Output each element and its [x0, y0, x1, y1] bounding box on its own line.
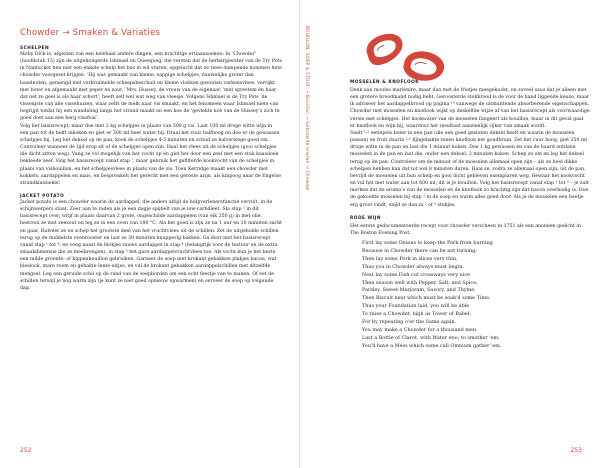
mussels-icon: [360, 24, 450, 86]
poem-line: Parsley, Sweet-Marjoram, Savory, and Thyme,: [362, 287, 476, 294]
running-head-text: BOUILLON, SOEP & STOOF → Bouillon → Gebroeide erwten → Chowder: [305, 26, 310, 192]
poem-line: Then season well with Pepper, Salt, and Spice;: [362, 279, 478, 286]
poem: [350, 240, 590, 351]
paragraph: Het eerste gedocumenteerde recept voor chowder verscheen in 1751 als een anoniem gedicht in The Boston Evening Post.: [350, 223, 581, 236]
poem-line: You may make a Chowder for a thousand men.: [362, 326, 478, 333]
poem-line: For by repeating o'er the Same again,: [362, 319, 457, 326]
right-content: [350, 80, 590, 351]
mussels-illustration: [360, 24, 450, 86]
paragraph: Volg het basisrecept, maar doe met 2 kg schelpjes in plaats van 500 g vis. Laat 100 ml droge witte wijn in een pan tot de helft inkoken en giet er 500 ml heet water bij. Draai het vuur halfhoog en doe er de gewassen schelpjes bij. Leg het deksel op de pan, kook de schelpjes 4-5 minuten en schud ze halverwege goed om. Controleer wanneer de tijd erop zit of de schelpjes open zijn. Haal het vlees uit de schelpjes (gooi schelpjes die dicht zitten weg). Vang ze vol mogelijk van het vocht op en giet het door een zeef met een stuk kaasdoek bekleede zeef. Volg het basisrecept vanaf stap ’, maar gebruik het gefilterde kookvocht van de schelpjes in plaats van visbouillon, en het schelpjesvlees in plaats van de vis. Toen Kerridge maakt een chowder met kokkels, aardappelen en mais, en besprenkelt het gerecht met een geroste azijn, als knipoog naar de Engelse strandklassieker.: [20, 123, 281, 186]
paragraph: Jacket potato is een chowder waarin de aardappel, die anders altijd de hulpverlenersfunctie vervult, in de schijnwerpers staat. Zeer aan te raden als je een dagje spijbelt van je low-carbdieet. Sla stap ¹ in dit basisrecept over, wrijf in plaats daarvan 2 grote, ongeschilde aardappelen (van elk 250 g) in met olie, bestrooi ze met zeezout en leg ze in een oven van 180 °C. Als het goed is zijn ze na 1 uur en 10 minuten zacht en gaar. Halveer ze en schep het grootste deel van het vruchtvlees uit de schillen. Zet de uitgeholde schillen terug op de middelste ovenrooster en laat ze 30 minuten knapperig bakken. Ga door met het basisrecept vanaf stap ¹ tot ⁴, en voeg naast de blokjes rauwe aardappel in stap ⁴ (belangrijk voor de textuur en de extra smaakdimensie die ze meebrengen), in stap ⁵ het gare aardappelvruchtvlees toe. Als vocht kun je het beste een milde groente- of kippenbouillon gebruiken. Garneer de soep met krokant gebakken plakjes bacon, wat bieslook, mare room en gehakte lente-uitjes, en vul de krokant gebakken aardappelschillen met ditzelfde mengsel. Leg een geruide schil op de rand van de soepborden om een echt feestje van te maken. Of eet de schillen terwijl je nog warm zijn (je kunt ze niet goed opnieuw opwarmen) en serveer de soep op volgende dag.: [20, 199, 283, 291]
left-content: [20, 46, 282, 292]
paragraph: Snelt ¹-² eetlepels boter in een pan (die een goed gesloten deksel heeft en waarin de mosselen passen) en fruit daarin ¹-⁵ fijngehakte tenen knoflook net goudbruin. Zet het vuur hoog, giet 250 ml droge witte in de pan en laat die 1 minuut koken. Doe 1 kg gewassen en van de baard ontdane mosselen in de pan en laat die, onder een deksel, 2 minuten koken. Schep ze om en leg het deksel terug op de pan. Controleer om de minuut of de mosselen allemaal open zijn – als ze heel dikke schelpen hebben kan dat tot wel 8 minuten duren. Haal ze, zodra ze allemaal open zijn, uit de pan, bevrijd de mosselen uit hun schelp en gooi dicht gebleven exemplaren weg. Bewaar het kookvocht en vul het met water aan tot 600 ml; dit is je bouillon. Volg het basisrecept vanaf stap ¹ tot ⁵ – je zult merken dat de aroma’s van de mosselen en de knoflook zo krachtig zijn dat bacon overbodig is. Doe de gekookte mosselen bij stap ¹ in de soep en warm alles goed door. Als je de mosselen een beetje erg groot vindt, snijd ze dan in ² of ³ stukjes.: [350, 130, 589, 208]
poem-line: Next lay some Fish cut crossways very nice: [362, 271, 470, 278]
page-title: Chowder → Smaken & Variaties: [20, 28, 161, 38]
poem-line: Thus you in Chowder always must begin.: [362, 263, 464, 270]
poem-line: You'll have a Mess which some call Omnium gather 'em.: [362, 342, 502, 349]
paragraph: Moby Dick is, afgezien van een helebaal andere dingen, een krachtige ertiaansoeken: In ‘Chowder’ (hoofdstuk 15) zijn de uitgehongerde Ishmael en Queequeg, die versten dat de herbergierster van de Try Pots in Nantucket hen niet een enkele schelp het bus in wil sturen, opgelucht dat ze twee dampende kommen hete chowder voorgezet krijgen. ‘Hij was gemaakt van kleine, sappige schelpjes, nauwelijks groter dan hazelnoten, gemengd met verkruimelde scheepsbeschuit en kleine vlokken gezouten varkensvlees, verrijkt met boter en afgemaakt met peper en zout.’ Mrs. Hussey, de vrouw van de eigenaar, ‘met sprestem en haar dat net zo geel is als haar schort’, heeft zelf wel wat weg van vleesje. Volgens Ishmael is de Try Pots ‘de visseigste van alle vissehuizen, waar zelfs de melk naar vis smaakt, en het fenomeen waar Ishmael niets van begrijpt totdat hij een wandeling langs het strand maakt en een koe de ‘gevlekte koe van de Hussey’s zich te goed doet aan een berg visafval’.: [20, 52, 282, 122]
poem-line: Last a Bottle of Claret, with Water eno; to smother 'em,: [362, 334, 500, 341]
section-heading-mosselen: MOSSELEN & KNOFLOOK: [350, 80, 420, 85]
section-heading-jacket-potato: JACKET POTATO: [20, 193, 65, 199]
poem-line: First lay some Onions to keep the Pork from burning: [362, 239, 493, 246]
poem-line: Thus your Foundation laid, you will be able: [362, 303, 470, 310]
running-head: [305, 26, 318, 276]
poem-line: To raise a Chowder, high as Tower of Babel;: [362, 311, 471, 318]
poem-line: Then Biscuit next which must be soak'd some Time.: [362, 295, 491, 302]
section-heading-schelpen: SCHELPEN: [20, 46, 50, 51]
page-number-right: 253: [570, 447, 582, 454]
poem-line: Then lay some Pork in slices very thin,: [362, 255, 458, 262]
section-heading-rode-wijn: RODE WIJN: [350, 215, 381, 221]
poem-line: Because in Chowder there can be not turning;: [362, 247, 477, 254]
paragraph: Denk aan moules mariènire, maar dan met de frietjes meegekookt, en zoveel saus dat je alleen met een grotere broodmand nodig hebt. Geroosterde stokbrood is de voor de hand liggende keuze, maar ik adviseer het aardappelbrood op pagina ¹⁹ vanwege de uitmuntende absorberende eigenschappen. Chowder met mosselen en knoflook wijkt op deskelfde wijze af van het basisrecept als voorwaardige versie met schelpjes. Het kookwater van de mosselen fungeert als bouillon, maar in dit geval gaat er knoflook en wijn bij, waardoor het resultaat aanzienlijk rijker van smaak wordt.: [350, 88, 590, 129]
page-number-left: 252: [20, 447, 32, 454]
right-page: [300, 0, 600, 468]
